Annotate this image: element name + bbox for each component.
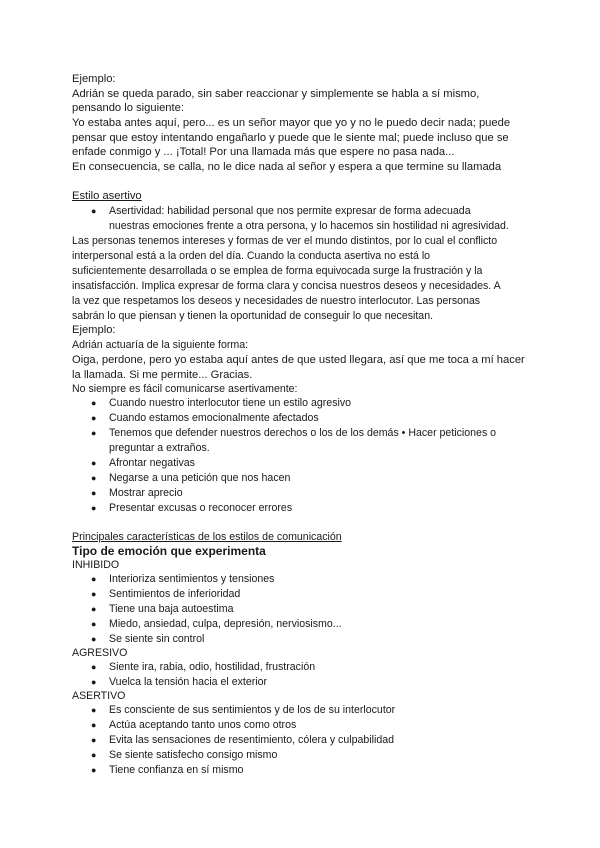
- list-item: Actúa aceptando tanto unos como otros: [109, 719, 297, 731]
- bullet-dot: ●: [91, 458, 97, 468]
- paragraph-line: En consecuencia, se calla, no le dice nada al señor y espera a que termine su llamada: [72, 161, 502, 173]
- bullet-dot: ●: [91, 662, 97, 672]
- paragraph-line: la vez que respetamos los deseos y necesidades de nuestro interlocutor. Las personas: [72, 295, 481, 307]
- paragraph-line: Adrián se queda parado, sin saber reaccionar y simplemente se habla a sí mismo,: [72, 88, 480, 100]
- bullet-dot: ●: [91, 428, 97, 438]
- bullet-dot: ●: [91, 413, 97, 423]
- list-item: Vuelca la tensión hacia el exterior: [109, 676, 268, 688]
- section-heading-caracteristicas: Principales características de los estilos de comunicación: [72, 531, 342, 543]
- list-item: Evita las sensaciones de resentimiento, cólera y culpabilidad: [109, 734, 395, 746]
- paragraph-line: pensar que estoy intentando engañarlo y puede que le siente mal; puede incluso que se: [72, 132, 509, 144]
- bullet-dot: ●: [91, 604, 97, 614]
- bullet-dot: ●: [91, 750, 97, 760]
- bullet-dot: ●: [91, 720, 97, 730]
- list-item: Siente ira, rabia, odio, hostilidad, frustración: [109, 661, 316, 673]
- list-item: Cuando estamos emocionalmente afectados: [109, 412, 319, 424]
- list-item: Presentar excusas o reconocer errores: [109, 502, 293, 514]
- list-item: Negarse a una petición que nos hacen: [109, 472, 291, 484]
- bullet-dot: ●: [91, 735, 97, 745]
- example-line: Adrián actuaría de la siguiente forma:: [72, 339, 249, 351]
- list-item: Cuando nuestro interlocutor tiene un estilo agresivo: [109, 397, 352, 409]
- list-item: Afrontar negativas: [109, 457, 195, 469]
- paragraph-line: suficientemente desarrollada o se emplea de forma equivocada surge la frustración y la: [72, 265, 483, 277]
- bullet-dot: ●: [91, 398, 97, 408]
- list-item: Mostrar aprecio: [109, 487, 183, 499]
- example-label: Ejemplo:: [72, 324, 116, 336]
- bullet-dot: ●: [91, 488, 97, 498]
- paragraph-line: pensando lo siguiente:: [72, 102, 184, 114]
- paragraph-line: Yo estaba antes aquí, pero... es un señor mayor que yo y no le puedo decir nada; puede: [72, 117, 511, 129]
- list-item: Tiene confianza en sí mismo: [109, 764, 244, 776]
- list-item-continued: preguntar a extraños.: [109, 442, 210, 454]
- subheading-emocion: Tipo de emoción que experimenta: [72, 544, 266, 558]
- category-label-asertivo: ASERTIVO: [72, 690, 126, 702]
- paragraph-line: interpersonal está a la orden del día. Cuando la conducta asertiva no está lo: [72, 250, 431, 262]
- bullet-dot: ●: [91, 705, 97, 715]
- paragraph-line: Las personas tenemos intereses y formas de ver el mundo distintos, por lo cual el conflicto: [72, 235, 498, 247]
- paragraph-line: sabrán lo que piensan y tienen la oportunidad de conseguir lo que necesitan.: [72, 310, 434, 322]
- bullet-dot: ●: [91, 765, 97, 775]
- list-item: Tenemos que defender nuestros derechos o los de los demás • Hacer peticiones o: [109, 427, 497, 439]
- list-item: Interioriza sentimientos y tensiones: [109, 573, 275, 585]
- paragraph-line: enfade conmigo y ... ¡Total! Por una llamada más que espere no pasa nada...: [72, 146, 455, 158]
- bullet-item-continued: nuestras emociones frente a otra persona, y lo hacemos sin hostilidad ni agresividad.: [109, 220, 509, 232]
- bullet-dot: ●: [91, 503, 97, 513]
- list-item: Se siente satisfecho consigo mismo: [109, 749, 278, 761]
- bullet-dot: ●: [91, 473, 97, 483]
- list-item: Es consciente de sus sentimientos y de los de su interlocutor: [109, 704, 396, 716]
- bullet-item: Asertividad: habilidad personal que nos permite expresar de forma adecuada: [109, 205, 471, 217]
- section-heading-asertivo: Estilo asertivo: [72, 190, 142, 202]
- example-line: la llamada. Si me permite... Gracias.: [72, 369, 253, 381]
- list-intro: No siempre es fácil comunicarse asertivamente:: [72, 383, 298, 395]
- bullet-dot: ●: [91, 574, 97, 584]
- list-item: Se siente sin control: [109, 633, 205, 645]
- bullet-dot: ●: [91, 677, 97, 687]
- bullet-dot: ●: [91, 619, 97, 629]
- category-label-inhibido: INHIBIDO: [72, 559, 120, 571]
- list-item: Tiene una baja autoestima: [109, 603, 234, 615]
- bullet-dot: ●: [91, 589, 97, 599]
- example-label: Ejemplo:: [72, 73, 116, 85]
- paragraph-line: insatisfacción. Implica expresar de forma clara y concisa nuestros deseos y necesidades. A: [72, 280, 501, 292]
- list-item: Miedo, ansiedad, culpa, depresión, nerviosismo...: [109, 618, 342, 630]
- list-item: Sentimientos de inferioridad: [109, 588, 241, 600]
- category-label-agresivo: AGRESIVO: [72, 647, 128, 659]
- bullet-dot: ●: [91, 634, 97, 644]
- bullet-dot: ●: [91, 206, 97, 216]
- example-line: Oiga, perdone, pero yo estaba aquí antes de que usted llegara, así que me toca a mí hacer: [72, 354, 525, 366]
